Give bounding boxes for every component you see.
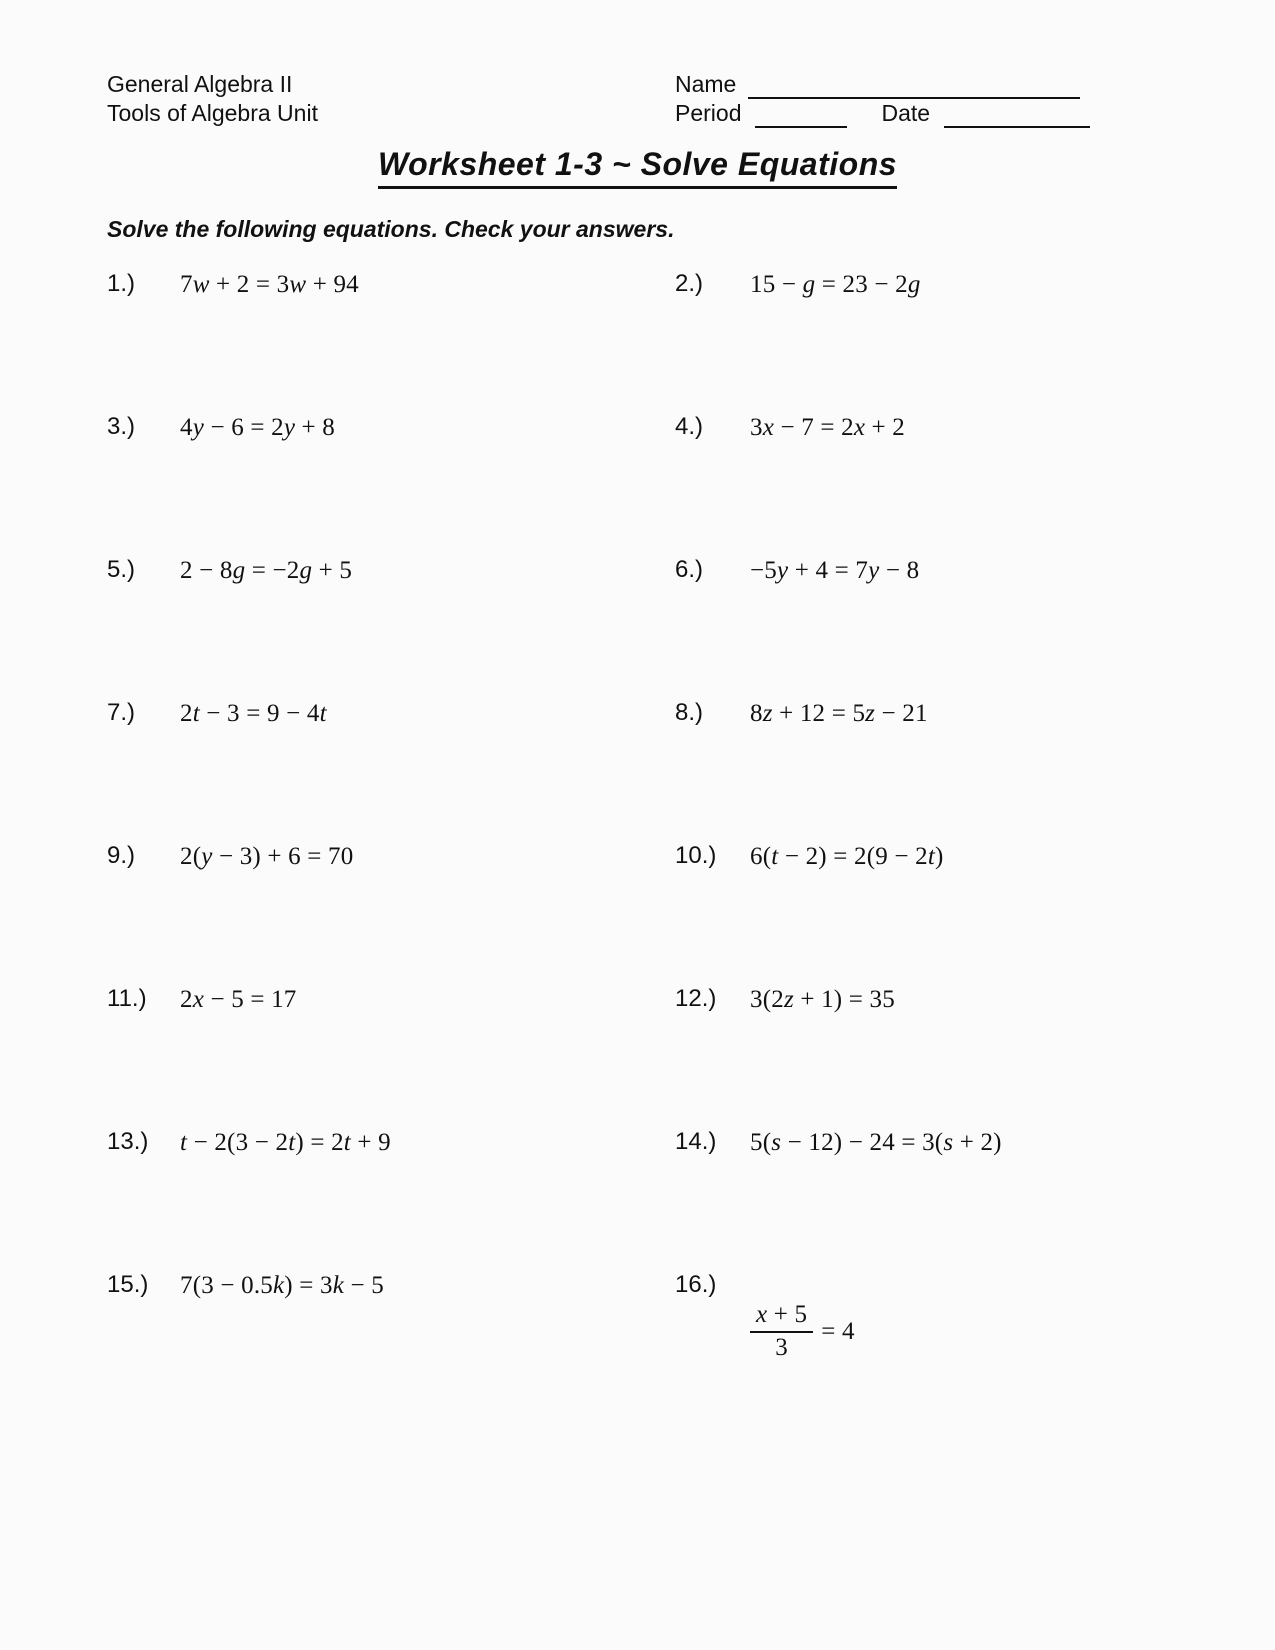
problem-number: 13.) — [107, 1128, 149, 1155]
problem-row — [107, 691, 1190, 834]
problem-equation: 8z + 12 = 5z − 21 — [750, 700, 928, 727]
problem-row — [107, 834, 1190, 977]
problem-number: 16.) — [675, 1271, 717, 1298]
problem-number: 3.) — [107, 413, 136, 440]
name-label: Name — [675, 71, 737, 97]
name-blank-line — [748, 75, 1080, 99]
problem-equation: 6(t − 2) = 2(9 − 2t) — [750, 843, 944, 870]
period-date-line — [675, 99, 1093, 128]
date-blank-line — [944, 104, 1090, 128]
problem-number: 15.) — [107, 1271, 149, 1298]
problem-equation: t − 2(3 − 2t) = 2t + 9 — [180, 1129, 391, 1156]
period-blank-line — [755, 104, 847, 128]
title-wrap — [0, 146, 1275, 189]
fraction-rhs: = 4 — [821, 1317, 855, 1345]
problem-equation: 4y − 6 = 2y + 8 — [180, 414, 336, 441]
problem-number: 14.) — [675, 1128, 717, 1155]
problem-number: 7.) — [107, 699, 136, 726]
course-title: General Algebra II — [107, 71, 293, 97]
problem-equation: 3(2z + 1) = 35 — [750, 986, 895, 1013]
date-label: Date — [881, 100, 931, 126]
problem-row — [107, 262, 1190, 405]
problem-number: 12.) — [675, 985, 717, 1012]
problem-equation: 7w + 2 = 3w + 94 — [180, 271, 359, 298]
name-line — [675, 70, 1093, 99]
problem-equation: 7(3 − 0.5k) = 3k − 5 — [180, 1272, 384, 1299]
problem-row — [107, 1120, 1190, 1263]
problem-number: 6.) — [675, 556, 704, 583]
header-right — [675, 70, 1093, 128]
problem-equation: 5(s − 12) − 24 = 3(s + 2) — [750, 1129, 1002, 1156]
problem-equation: 2x − 5 = 17 — [180, 986, 297, 1013]
problem-equation: 3x − 7 = 2x + 2 — [750, 414, 906, 441]
problem-number: 8.) — [675, 699, 704, 726]
problems-list — [107, 262, 1190, 1406]
fraction-numerator: x + 5 — [750, 1301, 813, 1333]
problem-number: 4.) — [675, 413, 704, 440]
fraction-denominator: 3 — [775, 1334, 788, 1361]
problem-equation: 2(y − 3) + 6 = 70 — [180, 843, 354, 870]
problem-number: 5.) — [107, 556, 136, 583]
instructions: Solve the following equations. Check your answers. — [107, 216, 675, 242]
unit-title: Tools of Algebra Unit — [107, 100, 318, 126]
period-label: Period — [675, 100, 742, 126]
problem-equation — [750, 1248, 1190, 1406]
problem-equation: 2t − 3 = 9 − 4t — [180, 700, 327, 727]
problem-number: 1.) — [107, 270, 136, 297]
problem-row — [107, 548, 1190, 691]
problem-row — [107, 977, 1190, 1120]
problem-equation: 2 − 8g = −2g + 5 — [180, 557, 353, 584]
problem-number: 10.) — [675, 842, 717, 869]
problem-row — [107, 1263, 1190, 1406]
problem-number: 11.) — [107, 985, 147, 1012]
problem-number: 9.) — [107, 842, 136, 869]
header-left — [107, 70, 318, 128]
problem-number: 2.) — [675, 270, 704, 297]
problem-equation: −5y + 4 = 7y − 8 — [750, 557, 920, 584]
problem-row — [107, 405, 1190, 548]
fraction — [750, 1301, 813, 1362]
problem-equation: 15 − g = 23 − 2g — [750, 271, 921, 298]
page-title: Worksheet 1-3 ~ Solve Equations — [378, 146, 897, 189]
